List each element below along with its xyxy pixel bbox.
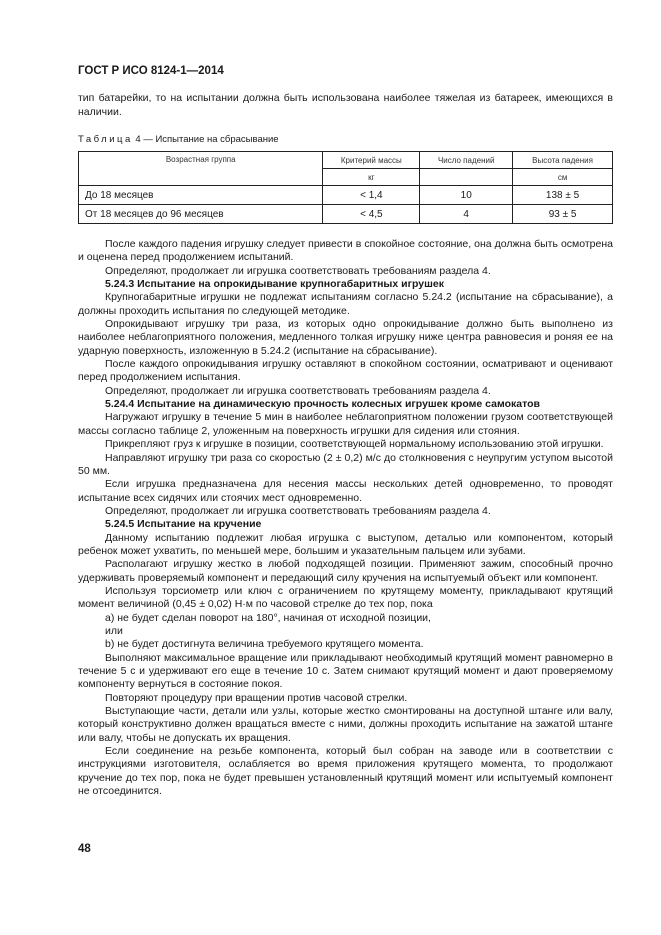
paragraph: После каждого опрокидывания игрушку оставляют в спокойном состоянии, осматривают и оценивают перед продолжением испытания. <box>78 358 613 384</box>
paragraph: Крупногабаритные игрушки не подлежат испытаниям согласно 5.24.2 (испытание на сбрасывание), а должны проходить испытания по следующей методике. <box>78 291 613 317</box>
section-heading-5-24-5: 5.24.5 Испытание на кручение <box>105 518 262 531</box>
paragraph: Опрокидывают игрушку три раза, из которых одно опрокидывание должно быть выполнено из наиболее неблагоприятного положения, медленного толкая игрушку ниже центра равновесия и роняя ее на ударную поверхность, изложенную в 5.24.2 (испытание на сбрасывание). <box>78 318 613 357</box>
drop-test-table <box>78 151 613 224</box>
paragraph: Используя торсиометр или ключ с ограничением по крутящему моменту, прикладывают крутящий момент величиной (0,45 ± 0,02) Н·м по часовой стрелке до тех пор, пока <box>78 584 613 611</box>
document-header: ГОСТ Р ИСО 8124-1—2014 <box>78 65 224 77</box>
table-caption-text: 4 — Испытание на сбрасывание <box>135 134 279 145</box>
paragraph: Определяют, продолжает ли игрушка соответствовать требованиям раздела 4. <box>105 504 491 517</box>
cell-age: От 18 месяцев до 96 месяцев <box>79 205 323 224</box>
intro-paragraph: тип батарейки, то на испытании должна быть использована наиболее тяжелая из батареек, имеющихся в наличии. <box>78 92 613 118</box>
table-row <box>79 205 613 224</box>
paragraph: Повторяют процедуру при вращении против часовой стрелки. <box>105 691 408 704</box>
page-number: 48 <box>78 843 91 855</box>
table-caption-prefix: Таблица <box>78 134 133 145</box>
cell-height: 93 ± 5 <box>513 205 613 224</box>
paragraph: Если соединение на резьбе компонента, который был собран на заводе или в соответствии с инструкциями изготовителя, ослабляется во время приложения крутящего момента, то продолжают кручение до тех пор, пока не будет превышен установленный крутящий момент или испытуемый компонент не отсоединится. <box>78 745 613 798</box>
cell-drops: 10 <box>420 186 513 205</box>
section-heading-5-24-4: 5.24.4 Испытание на динамическую прочность колесных игрушек кроме самокатов <box>105 398 540 411</box>
unit-height: см <box>513 169 613 186</box>
paragraph: Выполняют максимальное вращение или прикладывают необходимый крутящий момент равномерно в течение 5 с и удерживают его еще в течение 10 с. Затем снимают крутящий момент и дают проверяемому компоненту вернуться в состояние покоя. <box>78 651 613 691</box>
list-item-b: b) не будет достигнута величина требуемого крутящего момента. <box>105 638 424 651</box>
body-text <box>78 238 613 798</box>
cell-age: До 18 месяцев <box>79 186 323 205</box>
list-item-a: a) не будет сделан поворот на 180°, начиная от исходной позиции, <box>105 611 431 624</box>
cell-mass: < 4,5 <box>323 205 420 224</box>
paragraph: Нагружают игрушку в течение 5 мин в наиболее неблагоприятном положении грузом соответствующей массы согласно таблице 2, уложенным на поверхность игрушки для сидения или стояния. <box>78 411 613 437</box>
cell-mass: < 1,4 <box>323 186 420 205</box>
unit-mass: кг <box>323 169 420 186</box>
header-height: Высота падения <box>513 152 613 169</box>
paragraph: Определяют, продолжает ли игрушка соответствовать требованиям раздела 4. <box>105 384 491 397</box>
header-drops: Число падений <box>420 152 513 169</box>
header-age-group: Возрастная группа <box>79 152 323 186</box>
header-mass: Критерий массы <box>323 152 420 169</box>
paragraph: После каждого падения игрушку следует привести в спокойное состояние, она должна быть осмотрена и оценена перед продолжением испытаний. <box>78 238 613 264</box>
list-or: или <box>105 624 123 637</box>
paragraph: Определяют, продолжает ли игрушка соответствовать требованиям раздела 4. <box>105 264 491 277</box>
table-caption <box>78 134 279 145</box>
section-heading-5-24-3: 5.24.3 Испытание на опрокидывание крупногабаритных игрушек <box>105 278 444 291</box>
paragraph: Прикрепляют груз к игрушке в позиции, соответствующей нормальному использованию этой игрушки. <box>105 438 604 451</box>
cell-height: 138 ± 5 <box>513 186 613 205</box>
table-row <box>79 186 613 205</box>
paragraph: Направляют игрушку три раза со скоростью (2 ± 0,2) м/с до столкновения с неупругим уступом высотой 50 мм. <box>78 451 613 477</box>
paragraph: Если игрушка предназначена для несения массы нескольких детей одновременно, то проводят испытание всех сидячих или стоячих мест одновременно. <box>78 478 613 504</box>
paragraph: Выступающие части, детали или узлы, которые жестко смонтированы на доступной штанге или валу, который конструктивно должен вращаться вместе с ними, должны проходить испытание на зажатой штанге или валу, чтобы не допускать их вращения. <box>78 705 613 744</box>
paragraph: Располагают игрушку жестко в любой подходящей позиции. Применяют зажим, способный прочно удерживать проверяемый компонент и передающий силу кручения на испытуемый объект или компонент. <box>78 558 613 584</box>
unit-drops <box>420 169 513 186</box>
cell-drops: 4 <box>420 205 513 224</box>
paragraph: Данному испытанию подлежит любая игрушка с выступом, деталью или компонентом, который ребенок может ухватить, по меньшей мере, большим и указательным пальцем или зубами. <box>78 531 613 557</box>
table-header-row <box>79 152 613 169</box>
